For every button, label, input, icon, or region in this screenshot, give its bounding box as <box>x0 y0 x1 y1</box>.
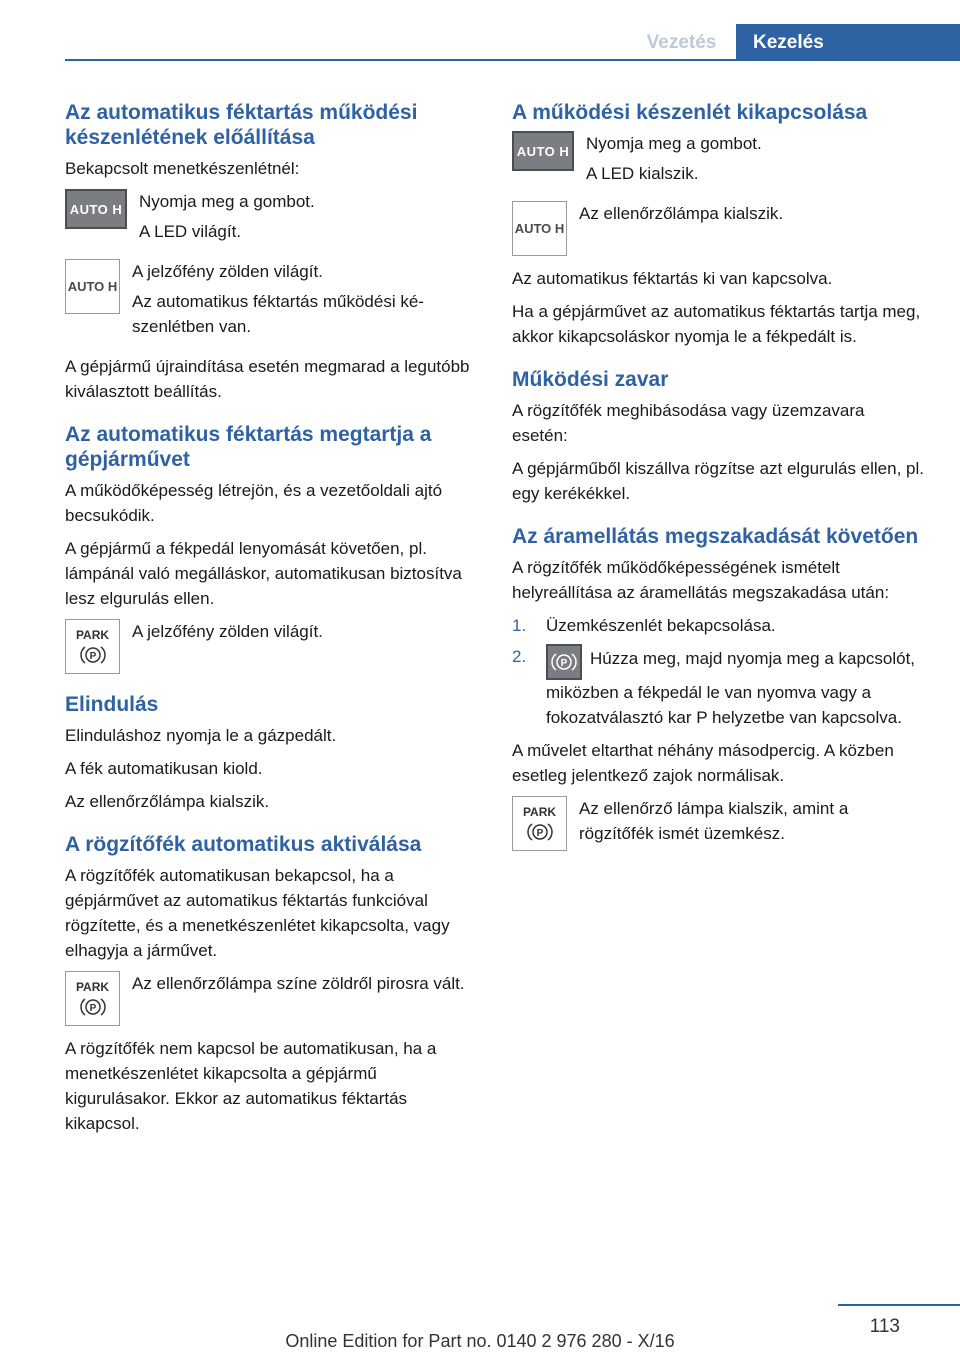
right-column <box>512 100 924 861</box>
paragraph: A rögzítőfék automatikusan bekapcsol, ha a gépjárművet az automatikus féktartás funkcióval rögzítette, és a menetkészenlétet kikapcsolta, vagy elhagyja a járművet. <box>65 866 450 960</box>
icon-row <box>65 259 477 344</box>
park-label: PARK <box>75 980 110 994</box>
section-title: A rögzítőfék automatikus aktiválása <box>65 833 422 856</box>
icon-row <box>65 971 477 1026</box>
svg-text:P: P <box>560 658 568 669</box>
list-item <box>512 644 924 730</box>
section-title: Működési zavar <box>512 368 669 391</box>
steps-list <box>512 613 924 730</box>
paragraph: Bekapcsolt menetkészenlétnél: <box>65 159 300 178</box>
paragraph: A gépjárműből kiszállva rögzítse azt elgurulás ellen, pl. egy kerékékkel. <box>512 459 924 503</box>
parking-brake-switch-icon <box>546 644 582 680</box>
park-label: PARK <box>75 628 110 642</box>
paragraph: Elinduláshoz nyomja le a gázpedált. <box>65 726 337 745</box>
paragraph: Nyomja meg a gombot. <box>139 192 315 211</box>
auto-h-indicator-icon: AUTO H <box>512 201 567 256</box>
page-header <box>0 0 960 62</box>
footer-rule <box>838 1304 960 1306</box>
icon-row <box>512 201 924 256</box>
paragraph: Az ellenőrző lámpa kialszik, amint a rögzítőfék ismét üzemkész. <box>579 799 849 843</box>
park-indicator-icon <box>512 796 567 851</box>
paragraph: Az automatikus féktartás működési készenlétben van. <box>132 292 424 336</box>
svg-text:P: P <box>536 828 543 839</box>
park-symbol-icon <box>80 997 106 1017</box>
park-indicator-icon <box>65 971 120 1026</box>
step-text: Húzza meg, majd nyomja meg a kapcsolót, miközben a fékpedál le van nyomva vagy a fokozatválasztó kar P helyzetbe van kapcsolva. <box>546 649 916 727</box>
step-text: Üzemkészenlét bekapcsolása. <box>546 616 776 635</box>
step-number: 2. <box>512 647 527 666</box>
paragraph: Az automatikus féktartás ki van kapcsolva. <box>512 269 833 288</box>
park-symbol-icon <box>80 645 106 665</box>
paragraph: A működőképesség létrejön, és a vezetőoldali ajtó becsukódik. <box>65 481 443 525</box>
park-indicator-icon <box>65 619 120 674</box>
paragraph: A rögzítőfék nem kapcsol be automatikusan, ha a menetkészenlétet kikapcsolta a gépjármű kigurulásakor. Ekkor az automatikus féktartás kikapcsol. <box>65 1039 437 1133</box>
section-title: Az áramellátás megszakadását követően <box>512 525 919 548</box>
icon-row <box>65 619 477 674</box>
auto-h-button-icon: AUTO H <box>512 131 574 171</box>
paragraph: A LED kialszik. <box>586 164 699 183</box>
paragraph: Az ellenőrzőlámpa kialszik. <box>579 204 784 223</box>
step-number: 1. <box>512 616 527 635</box>
paragraph: Az ellenőrzőlámpa kialszik. <box>65 792 270 811</box>
park-label: PARK <box>522 805 557 819</box>
icon-row <box>512 131 924 191</box>
paragraph: A fék automatikusan kiold. <box>65 759 263 778</box>
page-number: 113 <box>869 1316 900 1337</box>
list-item <box>512 613 924 638</box>
section-title: Az automatikus féktartás megtartja a gépjárművet <box>65 423 432 471</box>
header-rule <box>65 59 736 61</box>
paragraph: A rögzítőfék meghibásodása vagy üzemzavara esetén: <box>512 401 865 445</box>
icon-row <box>65 189 477 249</box>
left-column <box>65 100 477 1144</box>
park-symbol-icon <box>527 822 553 842</box>
paragraph: A jelzőfény zölden világít. <box>132 262 323 281</box>
paragraph: Nyomja meg a gombot. <box>586 134 762 153</box>
tab-vezetes[interactable]: Vezetés <box>646 32 717 53</box>
icon-row <box>512 796 924 851</box>
auto-h-button-icon: AUTO H <box>65 189 127 229</box>
svg-text:P: P <box>89 651 96 662</box>
footer-edition: Online Edition for Part no. 0140 2 976 280 - X/16 <box>285 1331 675 1351</box>
paragraph: Ha a gépjárművet az automatikus féktartás tartja meg, akkor kikapcsoláskor nyomja le a fékpedált is. <box>512 302 921 346</box>
tab-kezeles[interactable]: Kezelés <box>736 24 960 61</box>
paragraph: A jelzőfény zölden világít. <box>132 622 323 641</box>
section-title: Az automatikus féktartás működési készenlétének előállítása <box>65 101 418 149</box>
paragraph: A gépjármű újraindítása esetén megmarad a legutóbb kiválasztott beállítás. <box>65 357 470 401</box>
auto-h-indicator-icon: AUTO H <box>65 259 120 314</box>
paragraph: A rögzítőfék működőképességének ismételt helyreállítása az áramellátás megszakadása után: <box>512 558 890 602</box>
paragraph: A gépjármű a fékpedál lenyomását követően, pl. lámpánál való megálláskor, automatikusan biztosítva lesz elgurulás ellen. <box>65 539 462 608</box>
svg-text:P: P <box>89 1003 96 1014</box>
paragraph: Az ellenőrzőlámpa színe zöldről pirosra vált. <box>132 974 465 993</box>
paragraph: A művelet eltarthat néhány másodpercig. A közben esetleg jelentkező zajok normálisak. <box>512 741 894 785</box>
section-title: Elindulás <box>65 693 159 716</box>
paragraph: A LED világít. <box>139 222 242 241</box>
section-title: A működési készenlét kikapcsolása <box>512 101 868 124</box>
